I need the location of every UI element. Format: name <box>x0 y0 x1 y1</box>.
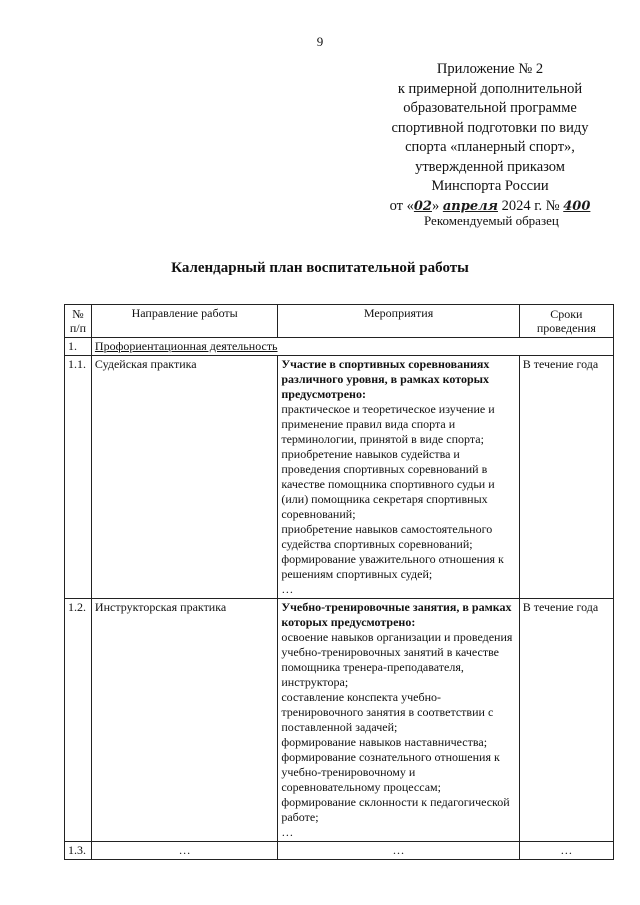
section-num: 1. <box>65 338 92 356</box>
order-mid: » <box>431 197 440 214</box>
row-events <box>278 356 519 599</box>
row-terms: … <box>519 842 613 860</box>
row-events: … <box>278 842 519 860</box>
order-year: 2024 г. № <box>501 197 560 214</box>
appendix-line: Приложение № 2 <box>436 61 544 77</box>
event-item: формирование уважительного отношения к решениям спортивных судей; <box>281 552 504 581</box>
appendix-line: спортивной подготовки по виду <box>391 119 589 136</box>
header-terms: Сроки проведения <box>519 305 613 338</box>
event-item: … <box>281 825 294 839</box>
section-row <box>65 338 614 356</box>
event-item: формирование сознательного отношения к учебно-тренировочному и соревновательному процессам; <box>281 750 500 794</box>
event-item: приобретение навыков самостоятельного судейства спортивных соревнований; <box>281 522 493 551</box>
table-row <box>65 356 614 599</box>
appendix-line: спорта «планерный спорт», <box>405 139 575 155</box>
recommended-sample: Рекомендуемый образец <box>424 213 559 228</box>
row-num: 1.1. <box>65 356 92 599</box>
appendix-line: Минспорта России <box>431 178 549 194</box>
row-num: 1.3. <box>65 842 92 860</box>
table-row <box>65 842 614 860</box>
header-num: № п/п <box>65 305 92 338</box>
appendix-line: утвержденной приказом <box>415 158 565 175</box>
header-direction: Направление работы <box>91 305 277 338</box>
order-month: апреля <box>442 198 498 214</box>
event-item: составление конспекта учебно-тренировочного занятия в соответствии с поставленной задачей; <box>281 690 494 734</box>
page-number: 9 <box>316 34 324 49</box>
row-terms: В течение года <box>519 599 613 842</box>
events-heading: Учебно-тренировочные занятия, в рамках которых предусмотрено: <box>281 600 512 629</box>
order-number: 400 <box>563 198 591 214</box>
row-num: 1.2. <box>65 599 92 842</box>
row-terms: В течение года <box>519 356 613 599</box>
appendix-line: образовательной программе <box>403 100 577 116</box>
document-title: Календарный план воспитательной работы <box>171 260 469 276</box>
row-direction: … <box>91 842 277 860</box>
event-item: … <box>281 582 294 596</box>
table-header-row <box>65 305 614 338</box>
header-events: Мероприятия <box>278 305 519 338</box>
row-direction: Инструкторская практика <box>91 599 277 842</box>
order-prefix: от « <box>389 197 414 214</box>
event-item: формирование склонности к педагогической работе; <box>281 795 510 824</box>
section-title: Профориентационная деятельность <box>91 338 613 356</box>
appendix-line: к примерной дополнительной <box>397 80 583 97</box>
plan-table <box>64 304 614 860</box>
row-direction: Судейская практика <box>91 356 277 599</box>
event-item: формирование навыков наставничества; <box>281 735 488 749</box>
appendix-block <box>372 60 608 216</box>
event-item: приобретение навыков судейства и проведения спортивных соревнований в качестве помощника спортивного судьи и (или) помощника секретаря спортивных соревнований; <box>281 447 495 521</box>
table-row <box>65 599 614 842</box>
events-heading: Участие в спортивных соревнованиях различного уровня, в рамках которых предусмотрено: <box>281 357 490 401</box>
event-item: освоение навыков организации и проведения учебно-тренировочных занятий в качестве помощника тренера-преподавателя, инструктора; <box>281 630 513 689</box>
event-item: практическое и теоретическое изучение и применение правил вида спорта и терминологии, принятой в виде спорта; <box>281 402 495 446</box>
order-day: 02 <box>413 198 432 214</box>
row-events <box>278 599 519 842</box>
